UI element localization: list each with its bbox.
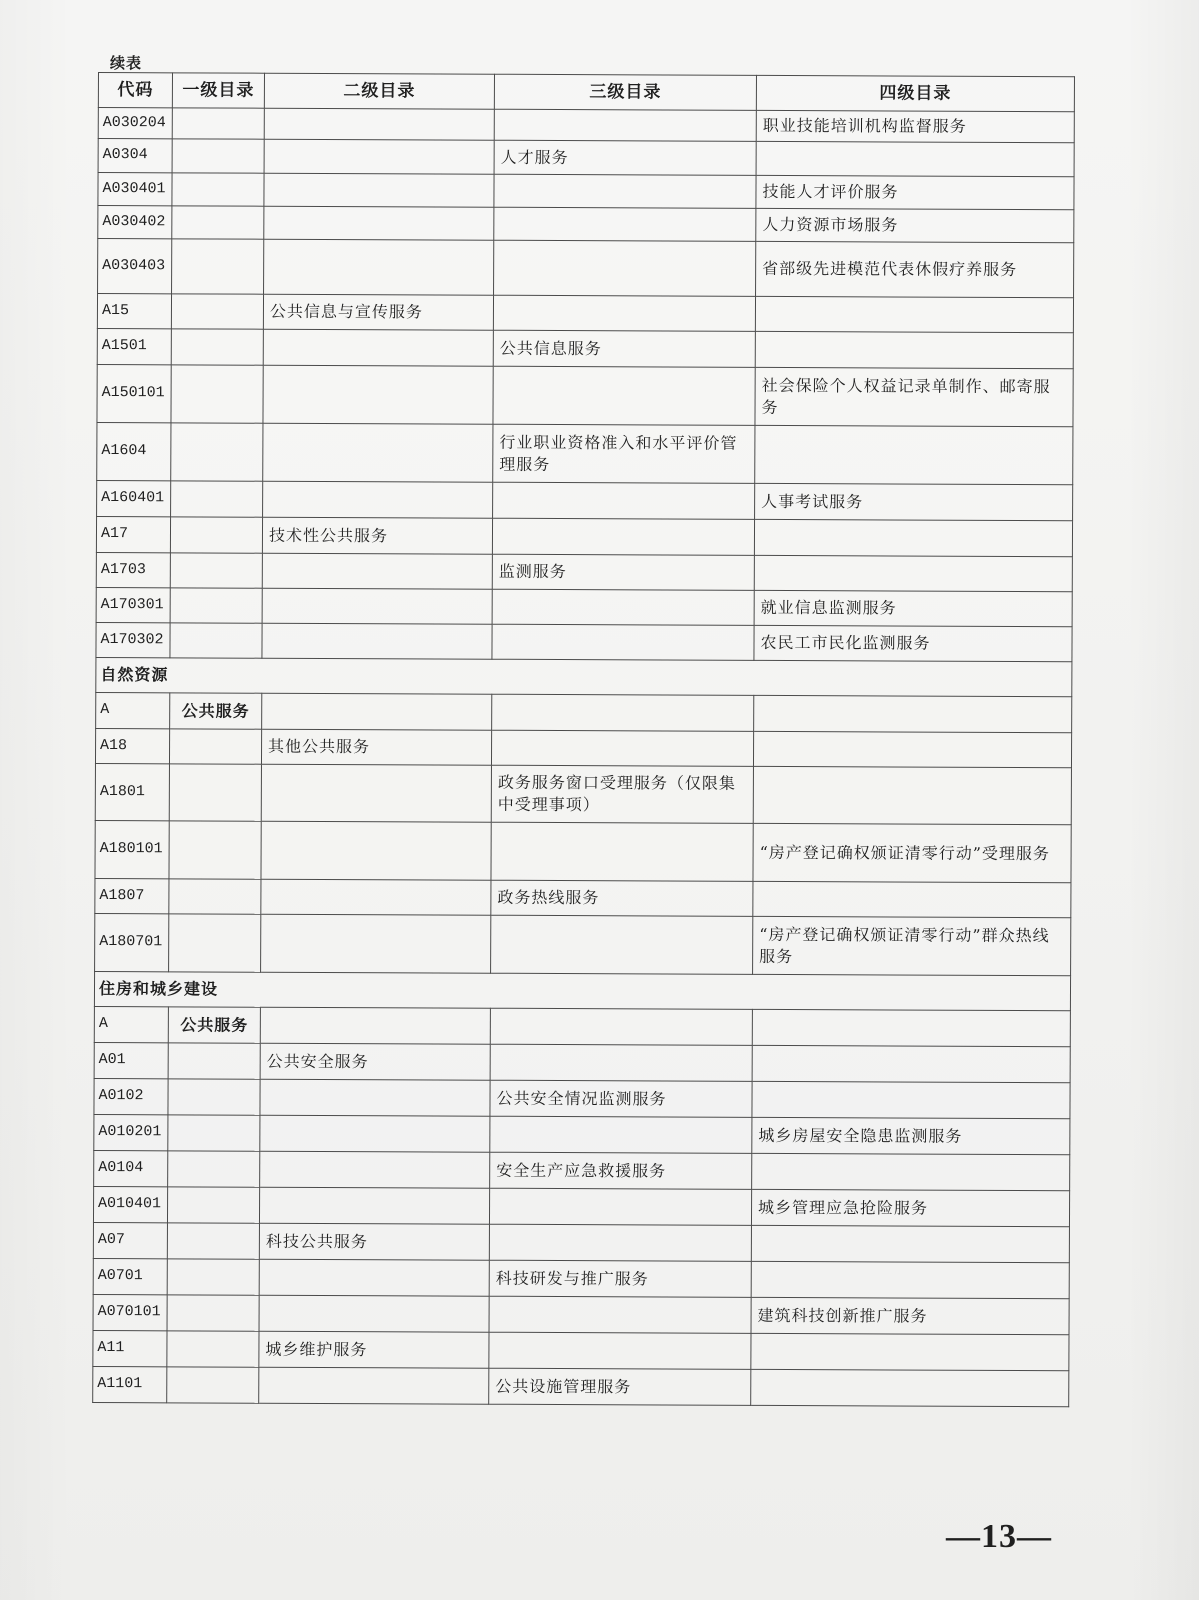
table-cell-code: A010401 xyxy=(93,1186,167,1222)
table-cell-code: A1501 xyxy=(97,328,171,364)
table-cell-code: A180101 xyxy=(95,820,169,878)
table-cell-level4: “房产登记确权颁证清零行动”受理服务 xyxy=(753,823,1071,882)
table-cell-level2 xyxy=(259,1295,489,1332)
table-row xyxy=(97,294,1073,333)
table-cell-level3 xyxy=(492,589,754,625)
table-cell-level3 xyxy=(494,207,756,241)
table-cell-level1 xyxy=(168,1079,260,1115)
table-cell-level1 xyxy=(170,517,262,553)
table-cell-level3 xyxy=(491,915,753,974)
table-cell-code: A15 xyxy=(97,294,171,329)
table-cell-level1 xyxy=(170,623,262,658)
table-cell-code: A0701 xyxy=(93,1258,167,1294)
table-cell-level2 xyxy=(260,1115,490,1152)
table-cell-level1 xyxy=(167,1259,259,1295)
table-cell-level1 xyxy=(171,294,263,329)
section-row xyxy=(94,971,1070,1010)
table-cell-code: A1801 xyxy=(95,763,169,820)
table-cell-level2 xyxy=(264,206,494,240)
table-cell-level2 xyxy=(261,764,491,822)
table-cell-code: A xyxy=(96,692,170,728)
table-cell-level2 xyxy=(262,553,492,589)
table-row xyxy=(93,1366,1069,1406)
table-cell-code: A170302 xyxy=(96,622,170,657)
header-level3: 三级目录 xyxy=(494,74,756,110)
table-cell-level3 xyxy=(494,109,756,141)
table-cell-level2 xyxy=(263,423,493,482)
table-row xyxy=(97,422,1073,484)
table-cell-level3 xyxy=(490,1116,752,1153)
section-row xyxy=(96,657,1072,696)
table-row xyxy=(95,728,1071,767)
table-cell-level4: 城乡房屋安全隐患监测服务 xyxy=(752,1117,1070,1154)
table-cell-level4 xyxy=(751,1369,1069,1406)
table-cell-level2: 科技公共服务 xyxy=(259,1223,489,1260)
table-cell-level3 xyxy=(492,518,754,555)
table-cell-level2 xyxy=(263,481,493,518)
table-cell-level2 xyxy=(259,1187,489,1224)
table-row xyxy=(96,552,1072,591)
table-row xyxy=(94,1114,1070,1154)
table-cell-level1 xyxy=(169,764,261,821)
table-cell-level3 xyxy=(494,240,756,296)
table-cell-level2 xyxy=(261,879,491,915)
table-cell-level4: 技能人才评价服务 xyxy=(756,175,1074,209)
table-cell-level3 xyxy=(494,174,756,208)
table-cell-level2 xyxy=(264,139,494,174)
table-header-row xyxy=(98,73,1074,112)
table-cell-level4 xyxy=(754,519,1072,556)
table-cell-level4 xyxy=(754,555,1072,591)
table-cell-level1 xyxy=(172,108,264,139)
table-cell-level4: 人力资源市场服务 xyxy=(756,208,1074,242)
table-cell-level4: 社会保险个人权益记录单制作、邮寄服务 xyxy=(755,367,1073,426)
table-cell-code: A030402 xyxy=(98,206,172,239)
header-level4: 四级目录 xyxy=(756,75,1074,111)
table-cell-level4 xyxy=(753,766,1071,824)
table-cell-level3: 公共安全情况监测服务 xyxy=(490,1080,752,1117)
table-cell-level2: 城乡维护服务 xyxy=(259,1331,489,1368)
section-label: 自然资源 xyxy=(96,657,1072,696)
table-row xyxy=(94,1042,1070,1082)
table-cell-level3 xyxy=(492,624,754,660)
table-cell-level1 xyxy=(169,914,261,972)
table-cell-code: A0102 xyxy=(94,1078,168,1114)
table-cell-code: A1604 xyxy=(97,422,171,480)
table-cell-level4 xyxy=(754,695,1072,732)
table-cell-code: A01 xyxy=(94,1042,168,1078)
table-row xyxy=(96,587,1072,626)
table-cell-level3 xyxy=(493,295,755,331)
table-cell-level3: 人才服务 xyxy=(494,140,756,175)
header-level1: 一级目录 xyxy=(172,73,264,108)
table-cell-level4: 就业信息监测服务 xyxy=(754,590,1072,626)
table-cell-code: A0104 xyxy=(94,1150,168,1186)
table-cell-level4: 人事考试服务 xyxy=(755,483,1073,520)
table-cell-level3 xyxy=(489,1332,751,1369)
table-cell-level4: “房产登记确权颁证清零行动”群众热线服务 xyxy=(753,916,1071,975)
table-cell-code: A xyxy=(94,1006,168,1042)
table-cell-code: A17 xyxy=(96,516,170,552)
table-cell-level2 xyxy=(262,623,492,659)
table-cell-level4 xyxy=(752,1153,1070,1190)
table-cell-code: A030204 xyxy=(98,108,172,139)
table-cell-level3 xyxy=(489,1188,751,1225)
table-cell-level2: 公共信息与宣传服务 xyxy=(263,294,493,330)
table-cell-level1 xyxy=(172,239,264,294)
table-cell-code: A18 xyxy=(95,728,169,763)
table-cell-level4 xyxy=(752,1009,1070,1046)
table-cell-level4 xyxy=(755,331,1073,368)
table-body xyxy=(93,108,1075,1407)
table-cell-level2 xyxy=(264,239,494,295)
table-cell-code: A1703 xyxy=(96,552,170,587)
table-cell-level1 xyxy=(172,173,264,206)
table-cell-level4: 建筑科技创新推广服务 xyxy=(751,1297,1069,1334)
table-cell-level1 xyxy=(171,423,263,481)
table-cell-level2 xyxy=(261,821,491,880)
table-cell-code: A07 xyxy=(93,1222,167,1258)
table-cell-level3 xyxy=(489,1224,751,1261)
header-level2: 二级目录 xyxy=(264,73,494,109)
table-cell-level4 xyxy=(753,881,1071,917)
table-cell-level2: 其他公共服务 xyxy=(261,729,491,765)
table-cell-level2 xyxy=(260,1007,490,1044)
table-cell-level1: 公共服务 xyxy=(168,1007,260,1043)
table-row xyxy=(95,763,1071,824)
table-row xyxy=(98,108,1074,143)
table-cell-level1 xyxy=(167,1187,259,1223)
table-cell-code: A030401 xyxy=(98,173,172,206)
table-cell-level1 xyxy=(171,365,263,423)
table-cell-level4 xyxy=(751,1261,1069,1298)
table-cell-level3 xyxy=(493,366,755,425)
table-cell-level1 xyxy=(168,1151,260,1187)
table-cell-level4: 农民工市民化监测服务 xyxy=(754,625,1072,661)
table-cell-code: A180701 xyxy=(95,913,169,971)
table-cell-level4: 职业技能培训机构监督服务 xyxy=(756,110,1074,142)
table-cell-code: A0304 xyxy=(98,139,172,173)
table-cell-level3: 政务服务窗口受理服务（仅限集中受理事项） xyxy=(491,765,753,823)
table-cell-level1 xyxy=(172,206,264,239)
table-row xyxy=(96,692,1072,732)
table-row xyxy=(93,1186,1069,1226)
table-row xyxy=(93,1294,1069,1334)
table-cell-code: A170301 xyxy=(96,587,170,622)
table-row xyxy=(98,139,1074,177)
table-cell-code: A030403 xyxy=(98,239,172,294)
table-cell-code: A1101 xyxy=(93,1366,167,1402)
table-cell-level1 xyxy=(171,481,263,517)
table-cell-level1: 公共服务 xyxy=(170,693,262,729)
table-row xyxy=(93,1330,1069,1370)
table-cell-level1 xyxy=(171,329,263,365)
table-cell-level2 xyxy=(259,1367,489,1404)
table-cell-level4 xyxy=(752,1045,1070,1082)
table-row xyxy=(93,1258,1069,1298)
table-cell-level1 xyxy=(172,139,264,173)
table-cell-level3: 政务热线服务 xyxy=(491,880,753,916)
table-cell-level2 xyxy=(259,1259,489,1296)
page-number: —13— xyxy=(946,1518,1052,1555)
table-cell-level4: 城乡管理应急抢险服务 xyxy=(751,1189,1069,1226)
table-row xyxy=(94,1150,1070,1190)
table-cell-level3: 监测服务 xyxy=(492,554,754,590)
table-row xyxy=(95,913,1071,975)
table-cell-level2 xyxy=(264,108,494,140)
table-cell-level1 xyxy=(167,1223,259,1259)
table-cell-level2 xyxy=(260,1151,490,1188)
table-cell-level1 xyxy=(169,821,261,879)
table-row xyxy=(96,516,1072,556)
table-cell-code: A160401 xyxy=(97,480,171,516)
table-cell-level1 xyxy=(168,1115,260,1151)
table-cell-level2 xyxy=(263,329,493,366)
table-cell-level1 xyxy=(169,729,261,764)
header-code: 代码 xyxy=(98,73,172,108)
table-cell-level1 xyxy=(167,1367,259,1403)
table-cell-level2 xyxy=(262,693,492,730)
table-cell-level2 xyxy=(264,173,494,207)
table-cell-code: A070101 xyxy=(93,1294,167,1330)
table-row xyxy=(97,328,1073,368)
table-cell-level3 xyxy=(490,1044,752,1081)
table-cell-level3: 科技研发与推广服务 xyxy=(489,1260,751,1297)
table-cell-level1 xyxy=(167,1295,259,1331)
table-row xyxy=(95,820,1071,882)
catalog-table-wrapper xyxy=(92,72,1074,1407)
table-cell-level3 xyxy=(491,730,753,766)
table-cell-level1 xyxy=(167,1331,259,1367)
table-cell-level4 xyxy=(751,1225,1069,1262)
table-cell-level3: 公共设施管理服务 xyxy=(489,1368,751,1405)
table-cell-level2 xyxy=(262,588,492,624)
table-cell-level3 xyxy=(490,1008,752,1045)
table-cell-level2 xyxy=(260,1079,490,1116)
table-cell-level4 xyxy=(756,141,1074,176)
table-cell-level4 xyxy=(755,296,1073,332)
table-cell-level2 xyxy=(261,914,491,973)
table-cell-level3 xyxy=(491,822,753,881)
table-cell-level2: 公共安全服务 xyxy=(260,1043,490,1080)
table-cell-level4 xyxy=(753,731,1071,767)
table-cell-level2 xyxy=(263,365,493,424)
table-cell-level4: 省部级先进模范代表休假疗养服务 xyxy=(756,241,1074,297)
table-cell-code: A11 xyxy=(93,1330,167,1366)
continued-table-label: 续表 xyxy=(110,54,143,72)
table-cell-level3: 行业职业资格准入和水平评价管理服务 xyxy=(493,424,755,483)
table-cell-level4 xyxy=(752,1081,1070,1118)
table-row xyxy=(98,206,1074,243)
table-cell-level1 xyxy=(170,588,262,623)
table-cell-code: A010201 xyxy=(94,1114,168,1150)
table-cell-code: A1807 xyxy=(95,878,169,913)
table-row xyxy=(93,1222,1069,1262)
catalog-table xyxy=(92,72,1075,1407)
table-row xyxy=(98,173,1074,210)
table-cell-level2: 技术性公共服务 xyxy=(262,517,492,554)
table-cell-level1 xyxy=(170,553,262,588)
table-cell-level3: 公共信息服务 xyxy=(493,330,755,367)
table-cell-level3 xyxy=(493,482,755,519)
table-cell-level3 xyxy=(489,1296,751,1333)
section-label: 住房和城乡建设 xyxy=(94,971,1070,1010)
table-cell-level4 xyxy=(755,425,1073,484)
table-row xyxy=(94,1078,1070,1118)
table-row xyxy=(98,239,1074,298)
table-row xyxy=(96,622,1072,661)
table-cell-level4 xyxy=(751,1333,1069,1370)
table-cell-code: A150101 xyxy=(97,364,171,422)
table-row xyxy=(97,364,1073,426)
table-row xyxy=(94,1006,1070,1046)
table-row xyxy=(95,878,1071,917)
table-cell-level1 xyxy=(169,879,261,914)
table-cell-level3: 安全生产应急救援服务 xyxy=(490,1152,752,1189)
table-row xyxy=(97,480,1073,520)
table-cell-level1 xyxy=(168,1043,260,1079)
table-cell-level3 xyxy=(492,694,754,731)
